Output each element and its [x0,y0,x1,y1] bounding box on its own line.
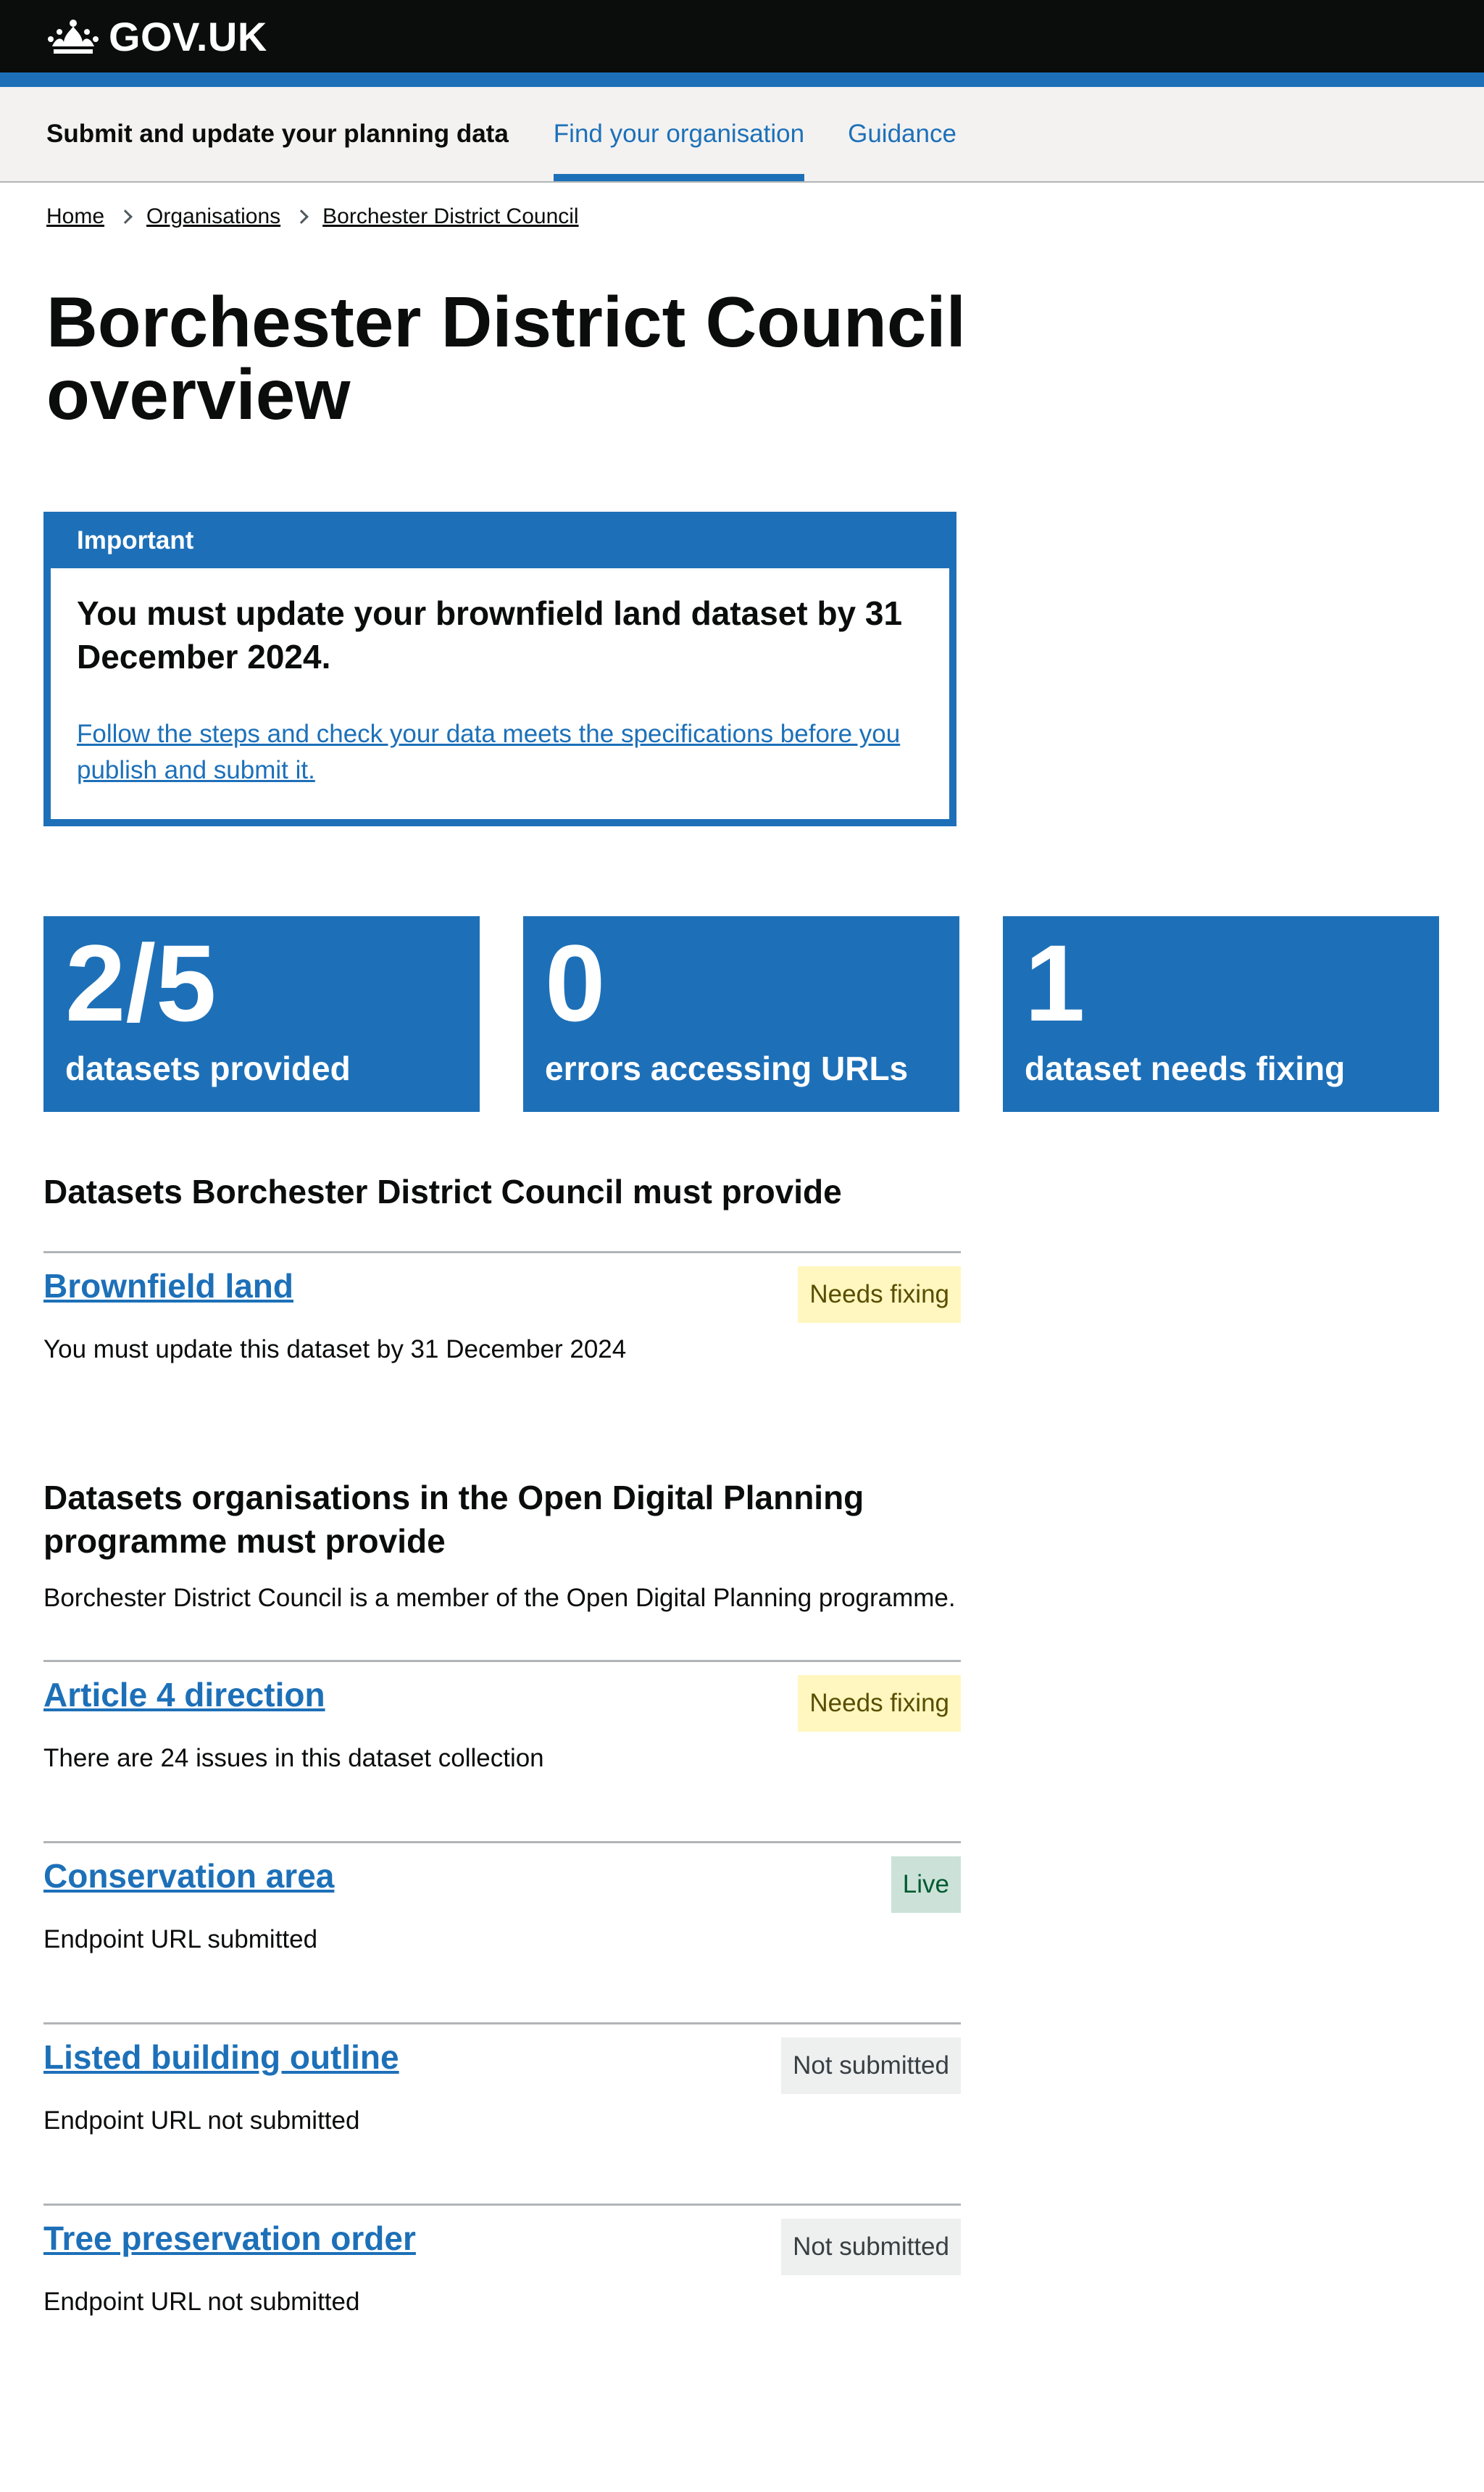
dataset-link[interactable]: Listed building outline [43,2038,399,2076]
dataset-link[interactable]: Brownfield land [43,1267,293,1305]
status-tag: Not submitted [781,2038,961,2094]
status-tag: Not submitted [781,2219,961,2275]
odp-datasets-list [43,1660,961,2385]
required-datasets-heading: Datasets Borchester District Council must provide [43,1173,842,1210]
status-tag: Needs fixing [798,1675,961,1732]
dataset-description: There are 24 issues in this dataset collection [43,1744,544,1772]
dataset-description: You must update this dataset by 31 December 2024 [43,1335,627,1363]
status-tag: Needs fixing [798,1266,961,1323]
odp-datasets-heading: Datasets organisations in the Open Digital Planning programme must provide [43,1479,864,1560]
required-datasets-list [43,1251,961,1418]
govuk-logo-link[interactable] [46,13,267,60]
dataset-item-conservation-area [43,1841,961,2022]
important-notification [43,512,956,826]
dataset-item-brownfield-land [43,1251,961,1418]
nav-find-your-organisation[interactable]: Find your organisation [554,87,804,181]
stat-url-errors [523,916,959,1112]
status-tag: Live [891,1856,961,1913]
notification-heading: You must update your brownfield land dataset by 31 December 2024. [77,594,903,676]
breadcrumb-current-organisation[interactable]: Borchester District Council [322,204,579,228]
logo-text: GOV.UK [109,13,267,59]
nav-guidance[interactable]: Guidance [848,120,956,148]
breadcrumb-organisations[interactable]: Organisations [146,204,281,228]
dataset-link[interactable]: Article 4 direction [43,1676,325,1714]
stat-value: 2/5 [65,922,217,1044]
service-name: Submit and update your planning data [46,120,509,148]
page-title: Borchester District Council overview [46,282,966,434]
stat-label: datasets provided [65,1050,351,1087]
stat-datasets-provided [43,916,480,1112]
breadcrumb [0,183,1484,229]
stat-value: 1 [1025,922,1085,1044]
stat-value: 0 [545,922,606,1044]
chevron-right-icon [118,209,133,224]
notification-link[interactable]: Follow the steps and check your data meets the specifications before you publish and submit it. [77,720,901,784]
breadcrumb-home[interactable]: Home [46,204,105,228]
dataset-item-article-4-direction [43,1660,961,1841]
dataset-description: Endpoint URL not submitted [43,2288,360,2316]
dataset-item-listed-building-outline [43,2022,961,2204]
notification-body [51,568,949,819]
stats-row [43,916,1484,1112]
chevron-right-icon [294,209,309,224]
dataset-description: Endpoint URL submitted [43,1925,318,1953]
stat-datasets-need-fixing [1003,916,1439,1112]
govuk-header [0,0,1484,87]
dataset-item-tree-preservation-order [43,2204,961,2385]
dataset-description: Endpoint URL not submitted [43,2106,360,2135]
dataset-link[interactable]: Tree preservation order [43,2219,416,2257]
notification-title: Important [51,519,949,568]
dataset-link[interactable]: Conservation area [43,1857,335,1895]
odp-membership-text: Borchester District Council is a member of the Open Digital Planning programme. [43,1584,956,1612]
crown-icon [46,17,100,55]
stat-label: errors accessing URLs [545,1050,909,1087]
stat-label: dataset needs fixing [1025,1050,1346,1087]
service-navigation [0,87,1484,183]
